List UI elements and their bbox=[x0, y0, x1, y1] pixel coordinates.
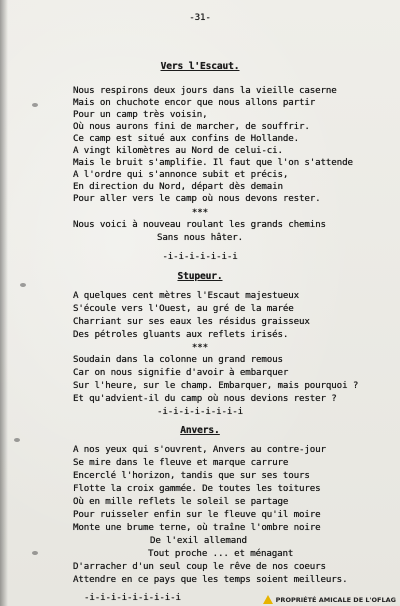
watermark-text: PROPRIÉTÉ AMICALE DE L'OFLAG bbox=[275, 595, 396, 604]
ink-mark bbox=[32, 103, 38, 107]
ink-mark bbox=[14, 438, 20, 442]
page-edge-shadow bbox=[0, 0, 8, 606]
warning-triangle-icon bbox=[263, 595, 273, 604]
poem-line: A nos yeux qui s'ouvrent, Anvers au contre-jour bbox=[73, 444, 326, 455]
poem-line: Mais on chuchote encor que nous allons partir bbox=[73, 97, 316, 108]
poem-line: Sur l'heure, sur le champ. Embarquer, mais pourquoi ? bbox=[73, 380, 359, 391]
poem-line: Monte une brume terne, où traîne l'ombre noire bbox=[73, 522, 321, 533]
asterisk-divider: *** bbox=[191, 342, 209, 353]
page-number: -31- bbox=[189, 12, 211, 23]
poem-line: A l'ordre qui s'annonce subit et précis, bbox=[73, 169, 289, 180]
ink-mark bbox=[32, 551, 38, 555]
section-title: Stupeur. bbox=[177, 271, 223, 282]
poem-line: Nous respirons deux jours dans la vieille caserne bbox=[73, 85, 337, 96]
poem-line: Se mire dans le fleuve et marque carrure bbox=[73, 457, 289, 468]
section-separator: -i-i-i-i-i-i-i-i-i bbox=[84, 592, 181, 603]
poem-line: A vingt kilomètres au Nord de celui-ci. bbox=[73, 145, 283, 156]
poem-line: Sans nous hâter. bbox=[156, 232, 244, 243]
poem-line: Encerclé l'horizon, tandis que sur ses tours bbox=[73, 470, 310, 481]
poem-line: Des pétroles gluants aux reflets irisés. bbox=[73, 329, 289, 340]
poem-line: Mais le bruit s'amplifie. Il faut que l'on s'attende bbox=[73, 157, 353, 168]
poem-line: Où en mille reflets le soleil se partage bbox=[73, 496, 289, 507]
poem-line: A quelques cent mètres l'Escaut majestueux bbox=[73, 290, 300, 301]
ink-mark bbox=[20, 283, 26, 287]
poem-line: Et qu'advient-il du camp où nous devions rester ? bbox=[73, 393, 337, 404]
archive-watermark bbox=[263, 595, 396, 604]
section-separator: -i-i-i-i-i-i-i-i bbox=[156, 406, 244, 417]
poem-line: Tout proche ... et ménagant bbox=[148, 548, 294, 559]
poem-line: Flotte la croix gammée. De toutes les toitures bbox=[73, 483, 321, 494]
poem-line: Car on nous signifie d'avoir à embarquer bbox=[73, 367, 289, 378]
poem-line: Pour aller vers le camp où nous devons rester. bbox=[73, 193, 321, 204]
poem-line: Attendre en ce pays que les temps soient meilleurs. bbox=[73, 574, 348, 585]
poem-line: Ce camp est situé aux confins de Hollande. bbox=[73, 133, 300, 144]
poem-line: De l'exil allemand bbox=[150, 535, 247, 546]
poem-line: Où nous aurons fini de marcher, de souffrir. bbox=[73, 121, 310, 132]
section-title: Anvers. bbox=[180, 425, 220, 436]
poem-line: Pour un camp très voisin, bbox=[73, 109, 208, 120]
poem-line: Nous voici à nouveau roulant les grands chemins bbox=[73, 219, 326, 230]
poem-line: S'écoule vers l'Ouest, au gré de la marée bbox=[73, 303, 294, 314]
poem-line: D'arracher d'un seul coup le rêve de nos coeurs bbox=[73, 561, 326, 572]
section-separator: -i-i-i-i-i-i-i bbox=[162, 251, 238, 262]
poem-line: Soudain dans la colonne un grand remous bbox=[73, 354, 283, 365]
poem-line: En direction du Nord, départ dès demain bbox=[73, 181, 283, 192]
poem-line: Pour ruisseler enfin sur le fleuve qu'il moire bbox=[73, 509, 321, 520]
asterisk-divider: *** bbox=[191, 207, 209, 218]
section-title: Vers l'Escaut. bbox=[160, 61, 240, 72]
poem-line: Charriant sur ses eaux les résidus graisseux bbox=[73, 316, 310, 327]
